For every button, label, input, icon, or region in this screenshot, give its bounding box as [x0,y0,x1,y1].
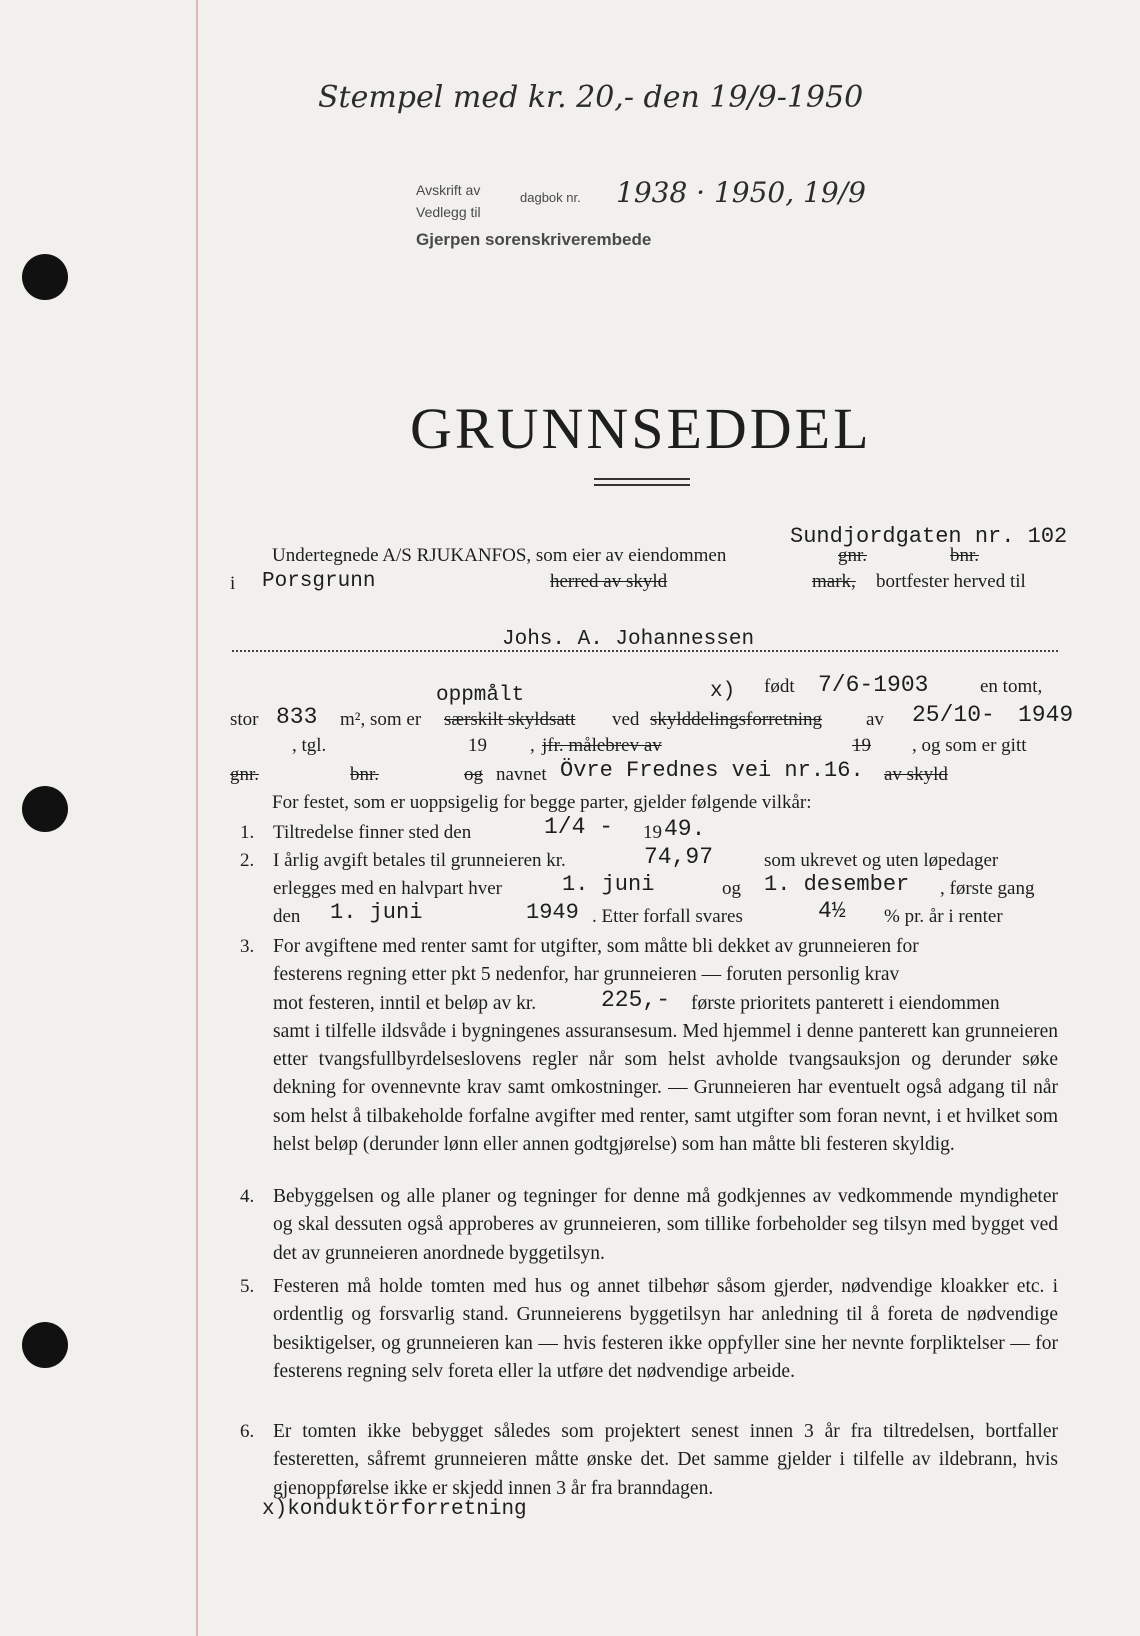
stamp-line2: Vedlegg til [416,204,481,220]
text: m², som er [340,709,422,730]
struck-saerskilt: særskilt skyldsatt [444,709,576,730]
struck-og: og [464,764,483,785]
item-3-text [273,933,1058,1159]
text: Tiltredelse finner sted den [273,822,472,843]
text: født [764,676,795,697]
text: 19 [643,822,662,843]
item-number: 3. [240,936,255,957]
struck-herred: herred av skyld [550,571,668,592]
stamp-dagbok-label: dagbok nr. [520,190,581,205]
measured-year: 1949 [1018,702,1074,728]
text: , og som er gitt [912,735,1027,756]
start-year: 49. [664,816,706,842]
annual-fee: 74,97 [644,844,714,870]
text: i [230,573,236,594]
text: ved [612,709,640,730]
start-date: 1/4 - [544,814,614,840]
margin-rule [196,0,198,1636]
conditions-intro: For festet, som er uoppsigelig for begge parter, gjelder følgende vilkår: [272,792,812,813]
text: , tgl. [292,735,327,756]
x-mark: x) [710,680,736,703]
payment-date-1: 1. juni [562,872,655,897]
text: stor [230,709,259,730]
text: bortfester herved til [876,571,1026,592]
text: navnet [496,764,547,785]
struck-mark: mark, [812,571,856,592]
text: I årlig avgift betales til grunneieren kr. [273,850,566,871]
stamp-line1: Avskrift av [416,182,481,198]
text: som ukrevet og uten løpedager [764,850,999,871]
footnote: x)konduktörforretning [262,1498,527,1521]
text: en tomt, [980,676,1043,697]
item-number: 1. [240,822,255,843]
item-number: 2. [240,850,255,871]
measured-date: 25/10- [912,702,995,728]
text: første prioritets panterett i eiendommen [691,992,1000,1014]
measured: oppmålt [436,684,525,707]
text: festerens regning etter pkt 5 nedenfor, har grunneieren — foruten personlig krav [273,964,900,986]
handwritten-dagbok-number: 1938 · 1950, 19/9 [616,176,866,209]
first-payment-year: 1949 [526,900,579,925]
title-underline [594,478,690,480]
item-5-text: Festeren må holde tomten med hus og annet tilbehør såsom gjerder, nødvendige kloakker etc. i ordentlig og forsvarlig stand. Grunneierens byggetilsyn har anledning til å foreta de nødvendige besiktigelser, og grunneieren kan — hvis festeren ikke oppfyller sine her nevnte forpliktelser — for festerens regning selv foreta eller la utføre det nødvendige arbeide. [273,1276,1058,1382]
text: og [722,878,741,899]
item-4-text: Bebyggelsen og alle planer og tegninger for denne må godkjennes av vedkommende myndigheter og skal dessuten også approberes av grunneieren, som tillike forbeholder seg tilsyn med bygget ved det av grunneieren anordnede byggetilsyn. [273,1186,1058,1264]
text: samt i tilfelle ildsvåde i bygningenes assuransesum. Med hjemmel i denne panterett kan grunneieren etter tvangsfullbyrdelseslovens regler når som helst avholde tvangsauksjon og derunder søke dekning for ovennevnte krav samt omkostninger. — Grunneieren har eventuelt også adgang til når som helst å tilbakeholde forfalne avgifter med renter, samt utgifter som foran nevnt, i et hvilket som helst beløp (derunder lønn eller annen godtgjørelse) som han måtte bli festeren skyldig. [273,1020,1058,1156]
lien-amount: 225,- [601,986,671,1013]
struck-av-skyld: av skyld [884,764,948,785]
company-name: A/S RJUKANFOS, [382,545,532,566]
text: % pr. år i renter [884,906,1003,927]
struck-gnr: gnr. [838,545,868,566]
dotted-line [232,650,1058,652]
lessee-name: Johs. A. Johannessen [502,628,755,651]
item-number: 5. [240,1276,255,1297]
punch-hole [22,254,68,300]
interest-rate: 4½ [818,898,846,924]
struck-bnr: bnr. [950,545,980,566]
payment-date-2: 1. desember [764,872,910,897]
text: . Etter forfall svares [592,906,743,927]
struck-jfr: jfr. målebrev av [542,735,662,756]
page-title: GRUNNSEDDEL [410,396,872,461]
text: erlegges med en halvpart hver [273,878,502,899]
item-number: 4. [240,1186,255,1207]
punch-hole [22,786,68,832]
born-date: 7/6-1903 [818,672,929,698]
typed-address: Sundjordgaten nr. 102 [790,524,1068,549]
text: , [530,735,535,756]
municipality: Porsgrunn [262,570,376,593]
text: For avgiftene med renter samt for utgifter, som måtte bli dekket av grunneieren for [273,936,919,957]
item-6-text: Er tomten ikke bebygget således som projektert senest innen 3 år fra tiltredelsen, bortfaller festeretten, såfremt grunneieren måtte ønske det. Det samme gjelder i tilfelle av ildebrann, hvis gjenoppførelse ikke er skjedd innen 3 år fra branndagen. [273,1421,1058,1499]
text: den [273,906,301,927]
struck-skylddeling: skylddelingsforretning [650,709,823,730]
stamp-office: Gjerpen sorenskriverembede [416,230,652,249]
item-number: 6. [240,1421,255,1442]
text: 19 [468,735,487,756]
first-payment-date: 1. juni [330,900,423,925]
punch-hole [22,1322,68,1368]
struck-year: 19 [852,735,871,756]
plot-name: Övre Frednes vei nr.16. [560,758,864,783]
text: Undertegnede [272,545,379,566]
title-underline [594,484,690,486]
text: som eier av eiendommen [535,545,727,566]
struck-gnr: gnr. [230,764,260,785]
text: mot festeren, inntil et beløp av kr. [273,992,537,1014]
plot-area: 833 [276,704,318,730]
struck-bnr: bnr. [350,764,380,785]
handwritten-stamp-note: Stempel med kr. 20,- den 19/9-1950 [318,80,864,115]
text: av [866,709,884,730]
text: , første gang [940,878,1035,899]
